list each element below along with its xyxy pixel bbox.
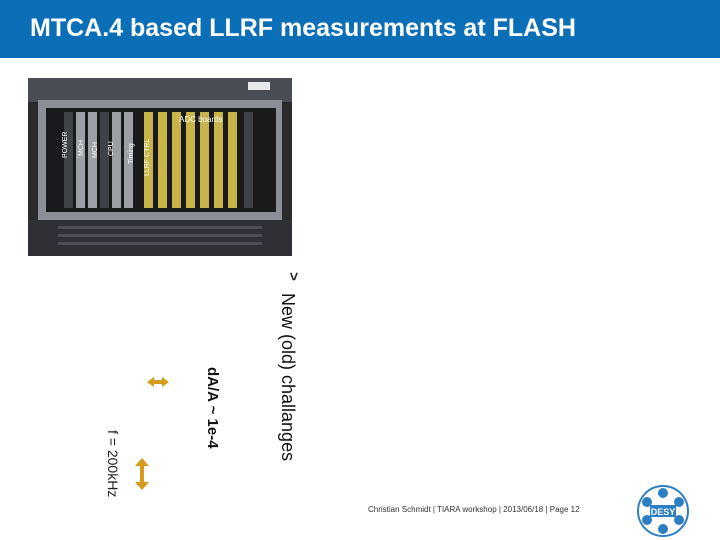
- slot-empty: [244, 112, 253, 208]
- challenges-heading: New (old) challanges: [278, 293, 298, 462]
- double-arrow-horizontal-icon: [147, 377, 169, 387]
- slot-label-timing: Timing: [128, 143, 135, 164]
- slot-label-llrf-ctrl: LLRF CTRL: [144, 138, 151, 176]
- footer-text: Christian Schmidt | TIARA workshop | 2013/06/18 | Page 12: [368, 505, 580, 514]
- slot-adc: [214, 112, 223, 208]
- desy-logo-icon: [636, 484, 690, 538]
- slot-adc: [228, 112, 237, 208]
- slot-adc: [158, 112, 167, 208]
- bullet-marker: >: [284, 272, 302, 281]
- slot-mch: [88, 112, 97, 208]
- rack-label-sticker: [248, 82, 270, 90]
- logo-text: DESY: [650, 507, 676, 517]
- slot-adc: [186, 112, 195, 208]
- slot-adc: [172, 112, 181, 208]
- adc-boards-label: ADC boards: [179, 115, 223, 124]
- slot-cpu: [100, 112, 109, 208]
- slot-label-mch: MCH: [78, 140, 85, 156]
- slot-adc: [200, 112, 209, 208]
- rack-bottom: [28, 220, 292, 256]
- mtca-crate-photo: [28, 78, 292, 256]
- slot-label-power: POWER: [62, 131, 69, 158]
- amplitude-stability-item: dA/A ~ 1e-4: [204, 367, 221, 449]
- slot-label-cpu: CPU: [108, 141, 115, 156]
- slot-mch: [76, 112, 85, 208]
- frequency-item: f = 200kHz: [105, 430, 121, 498]
- slot-timing: [112, 112, 121, 208]
- slot-power: [64, 112, 73, 208]
- header-bar: [0, 0, 720, 58]
- double-arrow-vertical-icon: [135, 458, 149, 490]
- slide-title: MTCA.4 based LLRF measurements at FLASH: [30, 14, 576, 42]
- slot-label-mch: MCH: [92, 142, 99, 158]
